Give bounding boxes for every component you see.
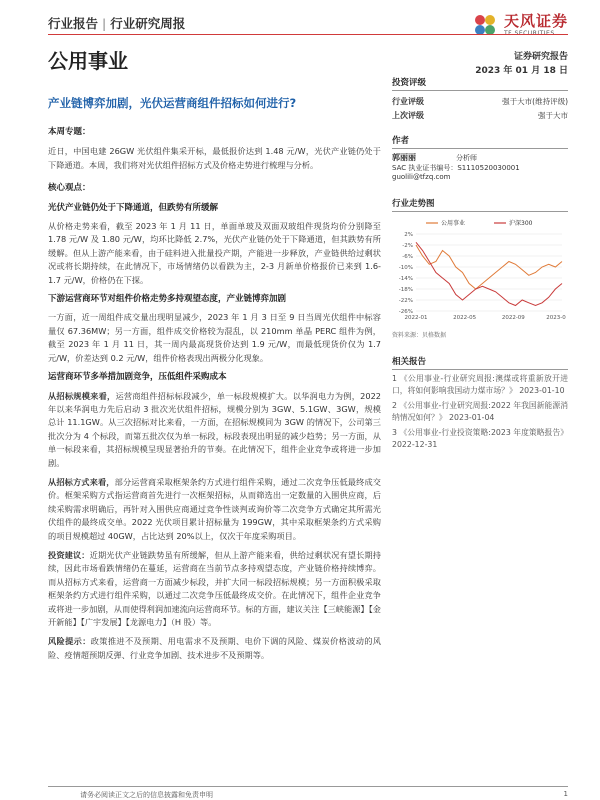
related-heading: 相关报告	[392, 355, 568, 370]
industry-rating-row	[392, 94, 568, 108]
related-report-item[interactable]: 1 《公用事业-行业研究周报:澳煤或将重新放开进口，将如何影响我国动力煤市场？》 2023-01-10	[392, 374, 568, 396]
prev-rating-value: 强于大市	[538, 110, 568, 120]
logo-cn-text: 天风证券	[503, 12, 568, 30]
section1-heading: 光伏产业链仍处于下降通道，但跌势有所缓解	[48, 202, 219, 213]
footer-disclaimer: 请务必阅读正文之后的信息披露和免责申明	[80, 791, 213, 799]
header-rule	[48, 34, 568, 35]
report-title: 产业链博弈加剧，光伏运营商组件招标如何进行?	[48, 96, 297, 110]
logo-en-text: TF SECURITIES	[503, 30, 555, 37]
brand-logo	[472, 10, 568, 40]
rating-heading: 投资评级	[392, 76, 568, 91]
section1-paragraph: 从价格走势来看，截至 2023 年 1 月 11 日，单面单玻及双面双玻组件现货均价分别降至 1.78 元/W 及 1.80 元/W，均环比降低 2.7%，光伏产业链仍处于下降通道，但其跌势有所缓解。但从上游产能来看，由于硅料进入批量投产期，产能进一步释放，产业链供给过剩状况或将长期持续，在此情况下，市场情绪仍以看跌为主，2-3 月新单价格报价已来到 1.6-1.7 元/W，价格仍在下探。	[48, 221, 381, 285]
investment-advice-lead: 投资建议：	[48, 549, 90, 560]
subcategory-label: 行业研究周报	[110, 16, 186, 31]
industry-title: 公用事业	[48, 49, 128, 73]
industry-rating-label: 行业评级	[392, 96, 424, 106]
y-tick-label: -14%	[398, 276, 413, 282]
legend-label: 公用事业	[441, 220, 466, 227]
author-email[interactable]: guolili@tfzq.com	[392, 173, 451, 181]
series-line	[416, 242, 562, 305]
related-report-item[interactable]: 3 《公用事业-行业投资策略:2023 年度策略报告》 2022-12-31	[392, 427, 568, 450]
related-report-item[interactable]: 2 《公用事业-行业研究周报:2022 年我国新能源消纳情况如何？》 2023-01-04	[392, 400, 568, 423]
author-role: 分析师	[456, 153, 477, 162]
x-tick-label: 2022-05	[453, 315, 477, 321]
author-name: 郭丽丽	[392, 153, 416, 162]
section2-heading: 下游运营商环节对组件价格走势多持观望态度，产业链博弈加剧	[48, 294, 287, 305]
author-row	[392, 152, 568, 163]
trend-chart	[392, 216, 568, 328]
chart-source: 资料来源：贝格数据	[392, 332, 447, 339]
report-date: 2023 年 01 月 18 日	[475, 66, 568, 76]
section3-paragraph2	[48, 476, 381, 543]
trend-heading: 行业走势图	[392, 197, 568, 212]
related-list	[392, 373, 568, 451]
y-tick-label: -6%	[402, 254, 413, 260]
section3-paragraph1	[48, 390, 381, 470]
section3-lead2: 从招标方式来看，	[48, 476, 115, 487]
prev-rating-label: 上次评级	[392, 110, 424, 120]
y-tick-label: -26%	[398, 309, 413, 315]
investment-advice-text: 近期光伏产业链跌势虽有所缓解，但从上游产能来看，供给过剩状况有望长期持续，因此市场看跌情绪仍在蔓延，运营商在当前节点多持观望态度，产业链价格持续博弈。而从招标方式来看，运营商一方面减少标段，并扩大同一标段招标规模；另一方面积极采取框架条约方式进行组件采购，以通过二次竞争压低最终成交价。在此情况下，组件企业竞争或将进一步加剧，从而使得利润加速流向运营商环节。标的方面，建议关注【三峡能源】【金开新能】【广宇发展】【龙源电力】（H 股）等。	[48, 549, 381, 627]
category-label: 行业报告	[48, 16, 99, 31]
section3-lead1: 从招标规模来看，	[48, 390, 116, 401]
risk-warning	[48, 635, 381, 662]
trend-chart-svg	[392, 216, 568, 328]
report-header	[48, 10, 568, 46]
sidebar	[392, 76, 568, 453]
industry-rating-value: 强于大市(维持评级)	[502, 96, 568, 106]
x-tick-label: 2022-09	[501, 315, 525, 321]
y-tick-label: -18%	[398, 287, 413, 293]
section3-heading: 运营商环节多举措加剧竞争，压低组件采购成本	[48, 372, 227, 383]
x-tick-label: 2023-0	[546, 315, 566, 321]
topic-paragraph: 近日，中国电建 26GW 光伏组件集采开标，最低报价达到 1.48 元/W，光伏产业链仍处于下降通道。本周，我们将对光伏组件招标方式及价格走势进行梳理与分析。	[48, 146, 381, 170]
core-heading: 核心观点：	[48, 183, 91, 194]
prev-rating-row	[392, 108, 568, 122]
risk-warning-text: 政策推进不及预期、用电需求不及预期、电价下调的风险、煤炭价格波动的风险、疫情超预期反弹、行业竞争加剧、技术进步不及预期等。	[48, 636, 381, 660]
section2-paragraph: 一方面，近一周组件成交量出现明显减少，2023 年 1 月 3 日至 9 日当周光伏组件中标容量仅 67.36MW；另一方面，组件成交价格较为混乱，以 210mm 单晶 PERC 组件为例，截至 2023 年 1 月 11 日，其一周内最高现货价达到 1.9 元/W，而最低现货价仅为 1.7 元/W，价差达到 0.2 元/W，组件价格表现出两极分化现象。	[48, 312, 381, 363]
main-content	[48, 126, 381, 662]
y-tick-label: -10%	[398, 265, 413, 271]
page-number: 1	[563, 790, 568, 798]
x-tick-label: 2022-01	[404, 315, 428, 321]
section3-text1: 运营商组件招标标段减少，单一标段规模扩大。以华润电力为例，2022 年以来华润电力先后启动 3 批次光伏组件招标，规模分别为 3GW、5.1GW、3GW，规模总计 11.1GW。从三次招标对比来看，一方面，在招标规模同为 3GW 的情况下，公司第三批次分为 4 个标段，而第五批次仅为单一标段，标段表现出明显的减少趋势；另一方面，从单一标段来看，其招标规模呈现显著抬升的节奏。在此情况下，组件企业竞争或将进一步加剧。	[48, 390, 381, 468]
investment-advice	[48, 549, 381, 629]
y-tick-label: -2%	[402, 243, 413, 249]
risk-warning-lead: 风险提示：	[48, 636, 91, 647]
header-category	[48, 14, 185, 32]
author-heading: 作者	[392, 134, 568, 149]
report-type: 证券研究报告	[513, 52, 568, 62]
topic-heading: 本周专题：	[48, 127, 91, 137]
footer-rule	[48, 786, 568, 787]
legend-label: 沪深300	[509, 220, 533, 227]
y-tick-label: -22%	[398, 298, 413, 304]
section3-text2: 部分运营商采取框架条约方式进行组件采购，通过二次竞争压低最终成交价。框架采购方式指运营商首先进行一次框架招标，从而筛选出一定数量的入围供应商，后续采购需求明确后，再针对入围供应商通过竞争性谈判或询价等二次竞争方式确定其所需光伏组件的最终成交单。2022 光伏项目累计招标量为 199GW，其中采取框架条约方式采购的项目规模超过 40GW，占比达到 20%以上，仅次于年度采购项目。	[48, 476, 381, 541]
author-cert: SAC 执业证书编号：S1110520030001	[392, 164, 520, 172]
y-tick-label: 2%	[404, 232, 413, 238]
header-separator: |	[102, 16, 107, 31]
